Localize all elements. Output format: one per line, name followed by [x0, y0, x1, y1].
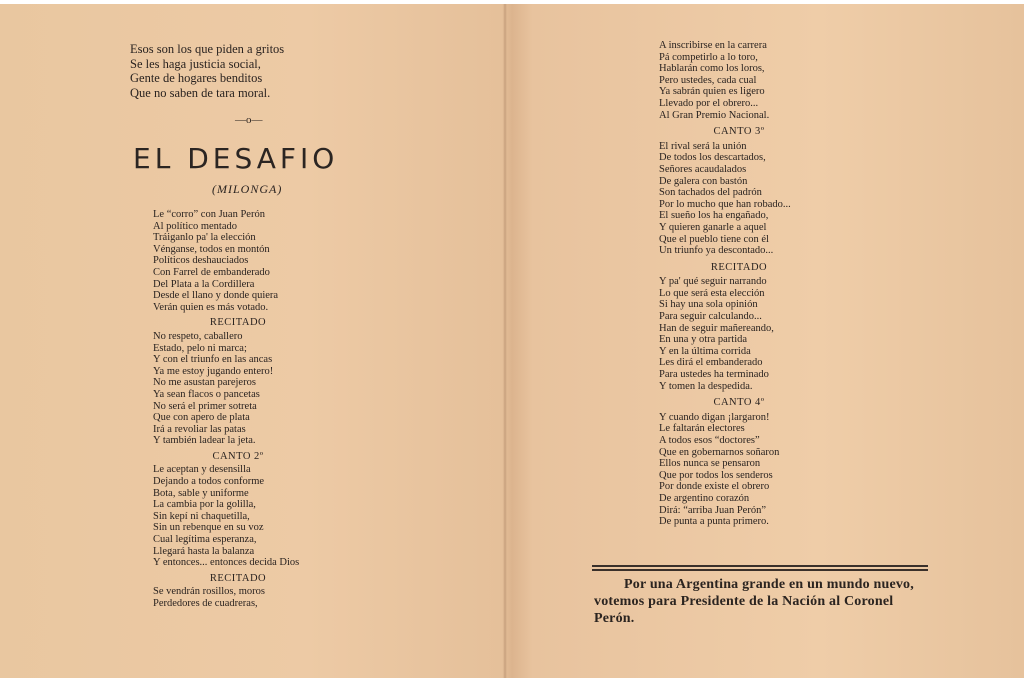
poem-title: EL DESAFIO — [133, 142, 339, 175]
verse-line: Que no saben de tara moral. — [130, 85, 271, 100]
section-heading: RECITADO — [209, 317, 267, 329]
verse-line: Le aceptan y desensilla — [153, 464, 251, 476]
section-heading: CANTO 3º — [713, 126, 765, 138]
verse-line: Ellos nunca se pensaron — [659, 458, 761, 470]
stanza — [659, 412, 849, 528]
verse-line: En una y otra partida — [659, 334, 748, 346]
stanza — [153, 209, 363, 313]
stanza — [153, 586, 363, 609]
verse-line: Para ustedes ha terminado — [659, 369, 769, 381]
verse-line: De galera con bastón — [659, 175, 748, 187]
verse-line: Del Plata a la Cordillera — [153, 278, 255, 290]
verse-line: Verán quien es más votado. — [153, 301, 269, 313]
stanza — [153, 464, 363, 568]
verse-line: Y entonces... entonces decida Dios — [153, 557, 300, 569]
verse-line: Que en gobernarnos soñaron — [659, 446, 780, 458]
verse-line: Sin un rebenque en su voz — [153, 522, 264, 534]
ornament-separator: —o— — [235, 114, 263, 126]
verse-line: Y cuando digan ¡largaron! — [659, 411, 770, 423]
verse-line: Le “corro” con Juan Perón — [153, 209, 265, 220]
verse-line: Dejando a todos conforme — [153, 476, 265, 488]
verse-line: Que el pueblo tiene con él — [659, 233, 769, 245]
double-rule-bottom — [592, 569, 928, 571]
verse-line: Por lo mucho que han robado... — [659, 198, 791, 210]
verse-line: Sin kepí ni chaquetilla, — [153, 510, 250, 522]
verse-line: Y con el triunfo en las ancas — [153, 354, 273, 366]
verse-line: De todos los descartados, — [659, 152, 766, 164]
verse-line: Señores acaudalados — [659, 163, 747, 175]
verse-line: Ya me estoy jugando entero! — [153, 365, 274, 377]
verse-line: Perdedores de cuadreras, — [153, 598, 258, 609]
verse-line: Que por todos los senderos — [659, 469, 773, 481]
verse-line: Y también ladear la jeta. — [153, 435, 256, 447]
verse-line: Han de seguir mañereando, — [659, 322, 774, 334]
closing-slogan: Por una Argentina grande en un mundo nuevo, votemos para Presidente de la Nación al Coronel Perón. — [594, 577, 914, 626]
verse-line: Dirá: “arriba Juan Perón” — [659, 504, 766, 516]
verse-line: Llegará hasta la balanza — [153, 545, 255, 557]
verse-line: Les dirá el embanderado — [659, 357, 763, 369]
verse-line: De punta a punta primero. — [659, 516, 769, 528]
verse-line: A inscribirse en la carrera — [659, 40, 767, 51]
verse-line: Se les haga justicia social, — [130, 56, 261, 71]
verse-line: Bota, sable y uniforme — [153, 487, 249, 499]
verse-line: Que con apero de plata — [153, 412, 250, 424]
verse-line: Cual legítima esperanza, — [153, 534, 257, 546]
verse-line: Y pa' qué seguir narrando — [659, 276, 767, 288]
verse-line: Políticos deshauciados — [153, 255, 249, 267]
verse-line: Gente de hogares benditos — [130, 71, 263, 86]
verse-line: Tráiganlo pa' la elección — [153, 232, 256, 244]
verse-line: Son tachados del padrón — [659, 187, 762, 199]
verse-line: El rival será la unión — [659, 140, 747, 152]
section-heading: RECITADO — [710, 261, 768, 273]
verse-line: Si hay una sola opinión — [659, 299, 758, 311]
verse-line: Un triunfo ya descontado... — [659, 245, 774, 257]
verse-line: Se vendrán rosillos, moros — [153, 586, 265, 598]
verse-line: No me asustan parejeros — [153, 377, 256, 389]
verse-line: De argentino corazón — [659, 492, 750, 504]
poem-subtitle: (MILONGA) — [212, 182, 283, 196]
verse-line: Ya sabrán quien es ligero — [659, 86, 765, 98]
verse-line: Y quieren ganarle a aquel — [659, 221, 767, 233]
verse-line: Pero ustedes, cada cual — [659, 74, 757, 86]
verse-line: Lo que será esta elección — [659, 287, 765, 299]
section-heading: CANTO 4º — [713, 397, 765, 409]
section-heading: CANTO 2º — [212, 450, 264, 462]
stanza — [659, 141, 849, 257]
double-rule-top — [592, 565, 928, 567]
verse-line: Vénganse, todos en montón — [153, 243, 270, 255]
right-poem-body — [659, 40, 849, 528]
verse-line: Con Farrel de embanderado — [153, 266, 270, 278]
verse-line: Y en la última corrida — [659, 345, 751, 357]
verse-line: Al político mentado — [153, 220, 237, 232]
verse-line: El sueño los ha engañado, — [659, 210, 769, 222]
verse-line: Para seguir calculando... — [659, 311, 762, 323]
verse-line: Por donde existe el obrero — [659, 481, 770, 493]
intro-stanza — [130, 42, 284, 100]
verse-line: No será el primer sotreta — [153, 400, 257, 412]
left-poem-body — [153, 209, 363, 610]
verse-line: No respeto, caballero — [153, 330, 243, 342]
stanza — [153, 331, 363, 447]
verse-line: Estado, pelo ni marca; — [153, 342, 247, 354]
verse-line: Hablarán como los loros, — [659, 63, 765, 75]
verse-line: Desde el llano y donde quiera — [153, 290, 279, 302]
show-through-text — [620, 48, 630, 83]
center-fold — [503, 4, 507, 678]
section-heading: RECITADO — [209, 572, 267, 584]
verse-line: Ya sean flacos o pancetas — [153, 388, 260, 400]
verse-line: Al Gran Premio Nacional. — [659, 109, 770, 121]
verse-line: Y tomen la despedida. — [659, 380, 753, 392]
verse-line: Pá competirlo a lo toro, — [659, 51, 758, 63]
stanza — [659, 276, 849, 392]
verse-line: La cambia por la golilla, — [153, 499, 256, 511]
verse-line: Llevado por el obrero... — [659, 97, 759, 109]
verse-line: Esos son los que piden a gritos — [130, 42, 285, 56]
verse-line: Irá a revoliar las patas — [153, 423, 246, 435]
verse-line: A todos esos “doctores” — [659, 435, 760, 446]
verse-line: Le faltarán electores — [659, 423, 745, 435]
stanza — [659, 40, 849, 121]
